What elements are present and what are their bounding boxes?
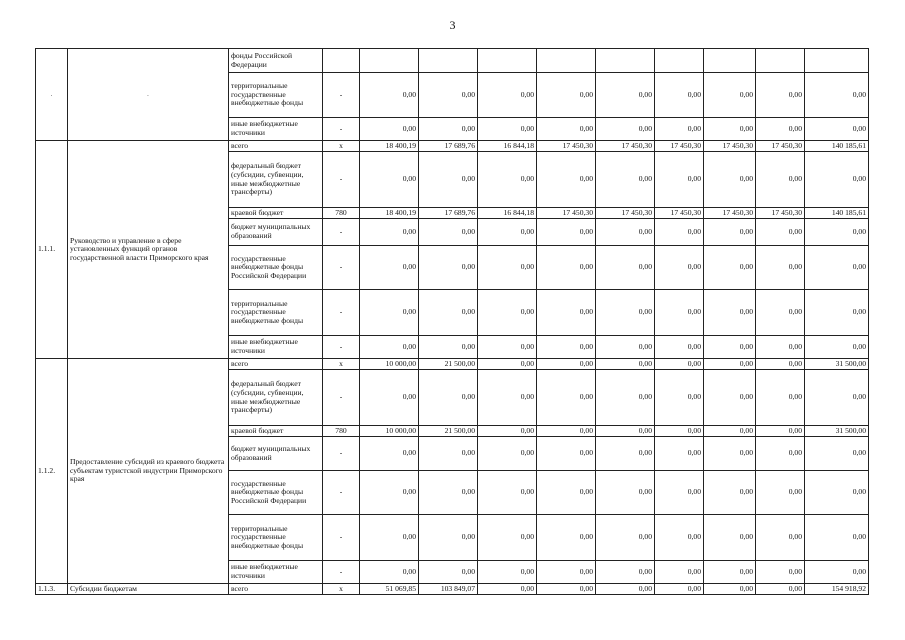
budget-code: - [323,471,360,515]
amount-cell: 0,00 [756,290,805,336]
budget-code: х [323,141,360,152]
amount-cell: 0,00 [704,426,756,437]
amount-cell: 0,00 [704,152,756,208]
amount-cell: 0,00 [596,246,655,290]
amount-cell: 0,00 [596,584,655,595]
item-number: 1.1.2. [36,359,68,584]
budget-code: - [323,561,360,584]
amount-cell: 0,00 [537,437,596,471]
amount-cell: 0,00 [704,359,756,370]
amount-cell [704,49,756,73]
amount-cell [478,49,537,73]
amount-cell: 31 500,00 [805,426,869,437]
amount-cell: 16 844,18 [478,208,537,219]
amount-cell: 0,00 [596,370,655,426]
amount-cell: 0,00 [756,118,805,141]
amount-cell [360,49,419,73]
funding-source: всего [229,359,323,370]
budget-code: - [323,336,360,359]
table-row [36,141,869,152]
funding-source: бюджет муниципальных образований [229,437,323,471]
amount-cell: 0,00 [805,118,869,141]
item-name: Руководство и управление в сфере установленных функций органов государственной власти Приморского края [68,141,229,359]
amount-cell [805,49,869,73]
item-number: . [36,49,68,141]
funding-source: территориальные государственные внебюджетные фонды [229,290,323,336]
amount-cell: 0,00 [805,561,869,584]
funding-source: всего [229,141,323,152]
amount-cell: 0,00 [537,359,596,370]
amount-cell: 0,00 [478,437,537,471]
budget-code: - [323,246,360,290]
budget-code: - [323,219,360,246]
amount-cell: 0,00 [655,515,704,561]
amount-cell: 103 849,07 [419,584,478,595]
amount-cell: 0,00 [360,515,419,561]
amount-cell: 21 500,00 [419,426,478,437]
amount-cell: 0,00 [537,426,596,437]
amount-cell: 0,00 [704,219,756,246]
amount-cell: 0,00 [756,515,805,561]
amount-cell: 0,00 [596,471,655,515]
budget-code: 780 [323,208,360,219]
amount-cell [419,49,478,73]
budget-code: - [323,152,360,208]
amount-cell: 0,00 [537,471,596,515]
amount-cell: 0,00 [704,584,756,595]
amount-cell: 0,00 [805,437,869,471]
amount-cell: 0,00 [756,584,805,595]
amount-cell: 0,00 [805,471,869,515]
funding-source: бюджет муниципальных образований [229,219,323,246]
amount-cell: 140 185,61 [805,141,869,152]
amount-cell: 0,00 [704,118,756,141]
amount-cell: 0,00 [360,370,419,426]
amount-cell: 0,00 [419,515,478,561]
funding-source: государственные внебюджетные фонды Российской Федерации [229,246,323,290]
item-name: Предоставление субсидий из краевого бюджета субъектам туристской индустрии Приморского края [68,359,229,584]
amount-cell: 0,00 [478,515,537,561]
funding-source: иные внебюджетные источники [229,561,323,584]
budget-code: - [323,73,360,118]
amount-cell: 0,00 [655,73,704,118]
amount-cell: 0,00 [704,73,756,118]
amount-cell: 0,00 [655,219,704,246]
budget-code: - [323,290,360,336]
amount-cell: 0,00 [596,152,655,208]
amount-cell: 0,00 [537,370,596,426]
amount-cell: 0,00 [704,471,756,515]
amount-cell: 17 450,30 [537,141,596,152]
amount-cell: 17 450,30 [655,141,704,152]
amount-cell: 0,00 [805,219,869,246]
budget-table [35,48,869,595]
amount-cell: 0,00 [419,290,478,336]
amount-cell: 140 185,61 [805,208,869,219]
amount-cell: 0,00 [704,246,756,290]
amount-cell: 0,00 [655,471,704,515]
amount-cell: 0,00 [596,359,655,370]
amount-cell: 0,00 [537,73,596,118]
amount-cell: 0,00 [596,561,655,584]
amount-cell: 17 689,76 [419,141,478,152]
amount-cell: 0,00 [655,584,704,595]
page-number: 3 [449,18,456,32]
amount-cell: 0,00 [537,290,596,336]
amount-cell: 0,00 [596,336,655,359]
amount-cell: 0,00 [360,73,419,118]
amount-cell: 0,00 [419,73,478,118]
amount-cell: 18 400,19 [360,208,419,219]
amount-cell: 0,00 [419,118,478,141]
amount-cell: 0,00 [596,73,655,118]
amount-cell: 0,00 [704,290,756,336]
amount-cell: 17 450,30 [655,208,704,219]
amount-cell: 0,00 [478,471,537,515]
amount-cell: 0,00 [478,219,537,246]
budget-code: х [323,359,360,370]
amount-cell: 0,00 [756,359,805,370]
amount-cell: 0,00 [805,290,869,336]
amount-cell: 17 450,30 [596,141,655,152]
funding-source: иные внебюджетные источники [229,118,323,141]
amount-cell: 0,00 [360,336,419,359]
table-row [36,49,869,73]
budget-code: - [323,118,360,141]
amount-cell: 17 450,30 [756,141,805,152]
amount-cell: 0,00 [478,584,537,595]
amount-cell [596,49,655,73]
amount-cell: 0,00 [478,336,537,359]
amount-cell: 0,00 [419,152,478,208]
amount-cell: 0,00 [360,437,419,471]
amount-cell: 0,00 [704,336,756,359]
amount-cell: 0,00 [596,426,655,437]
funding-source: федеральный бюджет (субсидии, субвенции, иные межбюджетные трансферты) [229,152,323,208]
funding-source: территориальные государственные внебюджетные фонды [229,515,323,561]
budget-code: - [323,515,360,561]
amount-cell: 0,00 [704,370,756,426]
amount-cell: 17 450,30 [704,208,756,219]
amount-cell: 0,00 [478,426,537,437]
amount-cell: 21 500,00 [419,359,478,370]
amount-cell: 0,00 [756,152,805,208]
amount-cell: 0,00 [478,152,537,208]
amount-cell: 17 450,30 [704,141,756,152]
amount-cell: 0,00 [537,118,596,141]
amount-cell: 0,00 [805,73,869,118]
amount-cell: 0,00 [360,290,419,336]
amount-cell: 0,00 [655,336,704,359]
amount-cell: 0,00 [655,437,704,471]
amount-cell: 0,00 [596,219,655,246]
amount-cell: 0,00 [537,584,596,595]
amount-cell: 0,00 [419,561,478,584]
amount-cell: 0,00 [704,437,756,471]
amount-cell: 17 450,30 [537,208,596,219]
table-row [36,359,869,370]
funding-source: иные внебюджетные источники [229,336,323,359]
amount-cell: 0,00 [655,370,704,426]
funding-source: территориальные государственные внебюджетные фонды [229,73,323,118]
amount-cell: 0,00 [360,246,419,290]
amount-cell: 0,00 [655,246,704,290]
funding-source: краевой бюджет [229,208,323,219]
funding-source: краевой бюджет [229,426,323,437]
amount-cell: 0,00 [756,561,805,584]
amount-cell: 0,00 [805,515,869,561]
item-number: 1.1.3. [36,584,68,595]
amount-cell: 0,00 [655,426,704,437]
funding-source: всего [229,584,323,595]
table-row [36,584,869,595]
amount-cell: 0,00 [655,118,704,141]
budget-code: х [323,584,360,595]
amount-cell: 0,00 [478,118,537,141]
amount-cell: 16 844,18 [478,141,537,152]
amount-cell: 0,00 [596,118,655,141]
amount-cell: 0,00 [805,370,869,426]
amount-cell [756,49,805,73]
amount-cell: 0,00 [596,437,655,471]
amount-cell: 0,00 [360,471,419,515]
amount-cell: 0,00 [419,246,478,290]
amount-cell: 51 069,85 [360,584,419,595]
amount-cell: 0,00 [419,336,478,359]
amount-cell: 0,00 [419,370,478,426]
amount-cell: 0,00 [756,437,805,471]
amount-cell: 0,00 [537,246,596,290]
amount-cell: 17 689,76 [419,208,478,219]
amount-cell: 0,00 [655,290,704,336]
amount-cell: 0,00 [537,336,596,359]
amount-cell: 0,00 [756,426,805,437]
amount-cell: 0,00 [419,471,478,515]
amount-cell: 0,00 [756,73,805,118]
amount-cell: 0,00 [360,561,419,584]
amount-cell: 0,00 [704,515,756,561]
item-name: . [68,49,229,141]
amount-cell: 10 000,00 [360,359,419,370]
amount-cell: 0,00 [805,152,869,208]
amount-cell: 0,00 [360,152,419,208]
amount-cell: 0,00 [537,152,596,208]
amount-cell: 0,00 [805,336,869,359]
amount-cell: 10 000,00 [360,426,419,437]
amount-cell: 0,00 [478,359,537,370]
amount-cell: 0,00 [756,336,805,359]
amount-cell [537,49,596,73]
amount-cell: 0,00 [655,561,704,584]
amount-cell: 0,00 [756,370,805,426]
item-number: 1.1.1. [36,141,68,359]
amount-cell: 17 450,30 [596,208,655,219]
item-name: Субсидии бюджетам [68,584,229,595]
amount-cell: 0,00 [596,290,655,336]
amount-cell: 0,00 [756,246,805,290]
amount-cell: 0,00 [537,219,596,246]
funding-source: государственные внебюджетные фонды Российской Федерации [229,471,323,515]
amount-cell: 0,00 [360,219,419,246]
budget-code: - [323,437,360,471]
amount-cell: 0,00 [478,73,537,118]
amount-cell: 18 400,19 [360,141,419,152]
amount-cell: 0,00 [704,561,756,584]
amount-cell: 0,00 [537,561,596,584]
amount-cell: 0,00 [419,219,478,246]
budget-code: 780 [323,426,360,437]
amount-cell: 0,00 [805,246,869,290]
amount-cell: 0,00 [655,359,704,370]
amount-cell: 0,00 [756,219,805,246]
amount-cell: 31 500,00 [805,359,869,370]
amount-cell: 0,00 [419,437,478,471]
amount-cell: 0,00 [596,515,655,561]
amount-cell: 0,00 [756,471,805,515]
amount-cell: 0,00 [655,152,704,208]
table-body [36,49,869,595]
amount-cell: 0,00 [537,515,596,561]
funding-source: фонды Российской Федерации [229,49,323,73]
amount-cell: 0,00 [478,561,537,584]
amount-cell: 154 918,92 [805,584,869,595]
amount-cell [655,49,704,73]
funding-source: федеральный бюджет (субсидии, субвенции, иные межбюджетные трансферты) [229,370,323,426]
amount-cell: 0,00 [478,246,537,290]
amount-cell: 0,00 [478,290,537,336]
amount-cell: 17 450,30 [756,208,805,219]
amount-cell: 0,00 [360,118,419,141]
amount-cell: 0,00 [478,370,537,426]
budget-code [323,49,360,73]
budget-code: - [323,370,360,426]
